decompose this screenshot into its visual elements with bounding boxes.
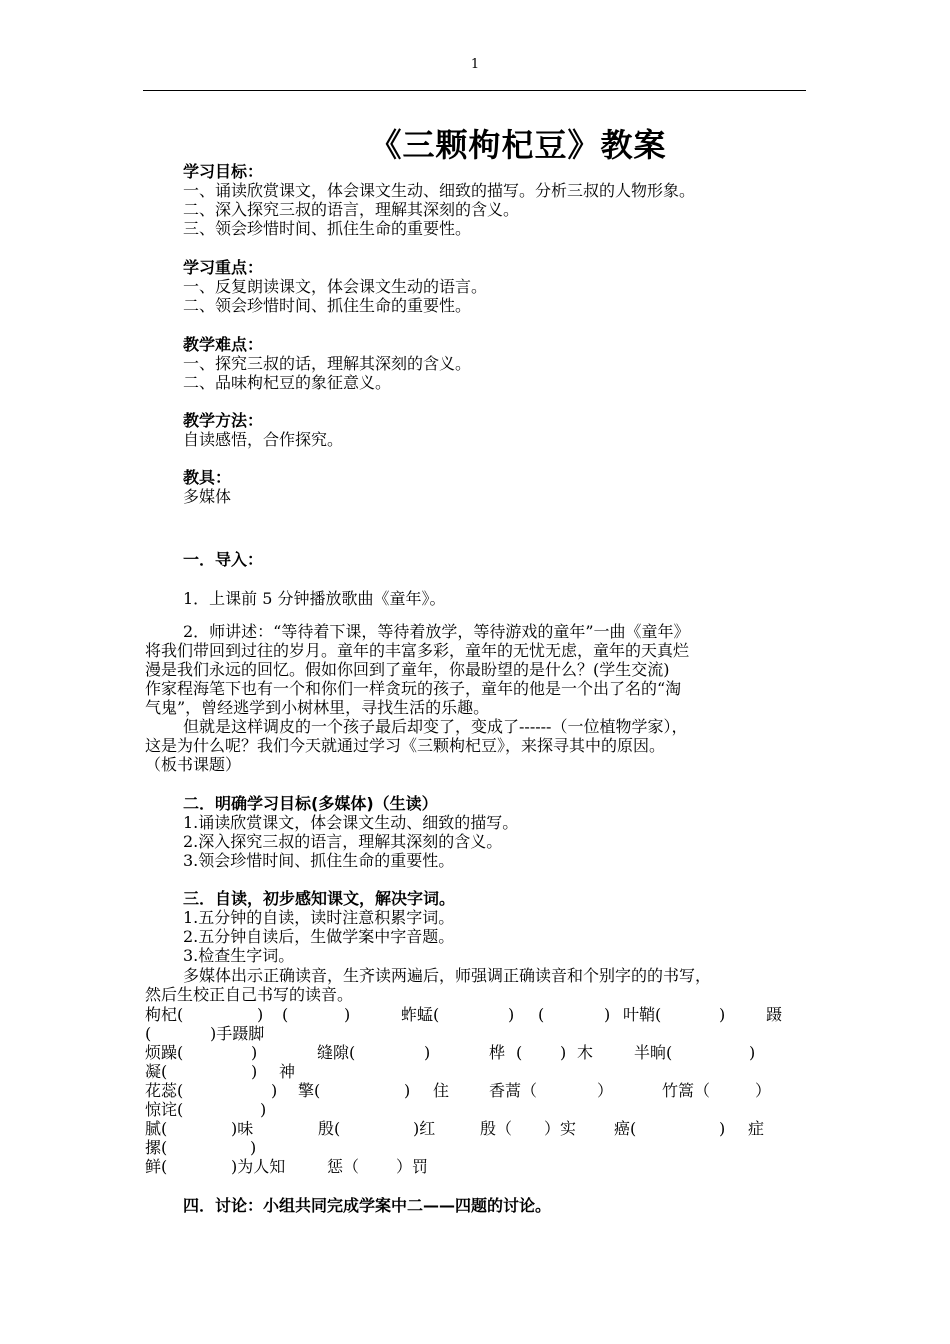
- vocab-word: 症: [748, 1119, 765, 1138]
- goal-item: 三、领会珍惜时间、抓住生命的重要性。: [183, 219, 472, 238]
- vocab-paren: ): [344, 1005, 351, 1024]
- vocab-paren: ): [604, 1005, 611, 1024]
- section3-instruction: 多媒体出示正确读音，生齐读两遍后，师强调正确读音和个别字的的书写，: [183, 966, 712, 985]
- difficulty-item: 二、品味枸杞豆的象征意义。: [183, 373, 392, 392]
- section1-line: （板书课题）: [145, 755, 242, 774]
- document-title: 《三颗枸杞豆》教案: [369, 126, 667, 164]
- section3-item: 1.五分钟的自读，读时注意积累字词。: [183, 908, 455, 927]
- vocab-word: ）实: [544, 1119, 577, 1138]
- vocab-word: 癌(: [614, 1119, 637, 1138]
- section1-line: 作家程海笔下也有一个和你们一样贪玩的孩子，童年的他是一个出了名的“淘: [145, 679, 682, 698]
- section1-line: 但就是这样调皮的一个孩子最后却变了，变成了------（一位植物学家），: [183, 717, 688, 736]
- vocab-word: 缝隙(: [317, 1043, 356, 1062]
- goal-item: 一、诵读欣赏课文，体会课文生动、细致的描写。分析三叔的人物形象。: [183, 181, 696, 200]
- key-points-heading: 学习重点：: [183, 258, 264, 277]
- vocab-word: 叶鞘(: [623, 1005, 662, 1024]
- vocab-word: 惩（: [327, 1157, 360, 1176]
- vocab-paren: ）: [597, 1081, 614, 1100]
- section1-line: 气鬼”，曾经逃学到小树林里，寻找生活的乐趣。: [145, 698, 490, 717]
- goals-heading: 学习目标：: [183, 162, 264, 181]
- vocab-word: 桦: [489, 1043, 506, 1062]
- vocab-paren: ）: [755, 1081, 772, 1100]
- vocab-word: 半晌(: [634, 1043, 673, 1062]
- key-point-item: 二、领会珍惜时间、抓住生命的重要性。: [183, 296, 472, 315]
- vocab-word: 竹篙（: [662, 1081, 711, 1100]
- vocab-word: 擎(: [298, 1081, 321, 1100]
- vocab-paren: (: [282, 1005, 289, 1024]
- vocab-paren: ): [260, 1100, 267, 1119]
- section2-item: 1.诵读欣赏课文，体会课文生动、细致的描写。: [183, 813, 519, 832]
- section2-item: 3.领会珍惜时间、抓住生命的重要性。: [183, 851, 455, 870]
- vocab-paren: ): [271, 1081, 278, 1100]
- vocab-word: )手蹑脚: [210, 1024, 265, 1043]
- vocab-word: 蚱蜢(: [401, 1005, 440, 1024]
- header-rule: [143, 90, 806, 91]
- vocab-word: 惊诧(: [145, 1100, 184, 1119]
- methods-heading: 教学方法：: [183, 411, 264, 430]
- section1-paragraph-1: 1．上课前 5 分钟播放歌曲《童年》。: [183, 589, 446, 608]
- vocab-paren: ): [251, 1043, 258, 1062]
- vocab-paren: (: [538, 1005, 545, 1024]
- goal-item: 二、深入探究三叔的语言，理解其深刻的含义。: [183, 200, 520, 219]
- vocab-paren: ): [719, 1005, 726, 1024]
- vocab-word: 殷（: [480, 1119, 513, 1138]
- section2-heading: 二．明确学习目标(多媒体)（生读）: [183, 794, 438, 813]
- section3-heading: 三．自读，初步感知课文，解决字词。: [183, 889, 456, 908]
- section3-item: 3.检查生字词。: [183, 946, 295, 965]
- vocab-paren: ): [508, 1005, 515, 1024]
- vocab-word: )红: [413, 1119, 436, 1138]
- section3-instruction: 然后生校正自己书写的读音。: [145, 985, 354, 1004]
- vocab-paren: ): [257, 1005, 264, 1024]
- vocab-word: 凝(: [145, 1062, 168, 1081]
- page-number: 1: [470, 57, 480, 72]
- vocab-word: 摞(: [145, 1138, 168, 1157]
- vocab-word: ）罚: [396, 1157, 429, 1176]
- vocab-paren: ): [719, 1119, 726, 1138]
- section1-line: 漫是我们永远的回忆。假如你回到了童年，你最盼望的是什么？(学生交流): [145, 660, 670, 679]
- vocab-word: 花蕊(: [145, 1081, 184, 1100]
- vocab-word: 枸杞(: [145, 1005, 184, 1024]
- vocab-word: 烦躁(: [145, 1043, 184, 1062]
- tools-text: 多媒体: [183, 487, 232, 506]
- vocab-word: 神: [279, 1062, 296, 1081]
- tools-heading: 教具：: [183, 468, 232, 487]
- vocab-word: )为人知: [231, 1157, 286, 1176]
- vocab-paren: ): [424, 1043, 431, 1062]
- vocab-paren: (: [516, 1043, 523, 1062]
- vocab-word: 殷(: [318, 1119, 341, 1138]
- vocab-word: 腻(: [145, 1119, 168, 1138]
- vocab-paren: ): [749, 1043, 756, 1062]
- vocab-word: )味: [231, 1119, 254, 1138]
- vocab-word: 蹑: [766, 1005, 783, 1024]
- vocab-paren: ): [560, 1043, 567, 1062]
- methods-text: 自读感悟，合作探究。: [183, 430, 344, 449]
- section2-item: 2.深入探究三叔的语言，理解其深刻的含义。: [183, 832, 503, 851]
- vocab-paren: ): [404, 1081, 411, 1100]
- section4-heading: 四．讨论：小组共同完成学案中二——四题的讨论。: [183, 1196, 552, 1215]
- difficulties-heading: 教学难点：: [183, 335, 264, 354]
- vocab-word: 香蒿（: [489, 1081, 538, 1100]
- section1-line: 2．师讲述：“等待着下课，等待着放学，等待游戏的童年”一曲《童年》: [183, 622, 690, 641]
- vocab-word: 木: [577, 1043, 594, 1062]
- key-point-item: 一、反复朗读课文，体会课文生动的语言。: [183, 277, 488, 296]
- vocab-word: 住: [433, 1081, 450, 1100]
- vocab-word: 鲜(: [145, 1157, 168, 1176]
- section1-line: 将我们带回到过往的岁月。童年的丰富多彩，童年的无忧无虑，童年的天真烂: [145, 641, 690, 660]
- difficulty-item: 一、探究三叔的话，理解其深刻的含义。: [183, 354, 472, 373]
- section1-heading: 一．导入：: [183, 550, 264, 569]
- vocab-paren: ): [250, 1138, 257, 1157]
- vocab-paren: ): [251, 1062, 258, 1081]
- vocab-paren: (: [145, 1024, 152, 1043]
- section1-line: 这是为什么呢？我们今天就通过学习《三颗枸杞豆》，来探寻其中的原因。: [145, 736, 666, 755]
- section3-item: 2.五分钟自读后，生做学案中字音题。: [183, 927, 455, 946]
